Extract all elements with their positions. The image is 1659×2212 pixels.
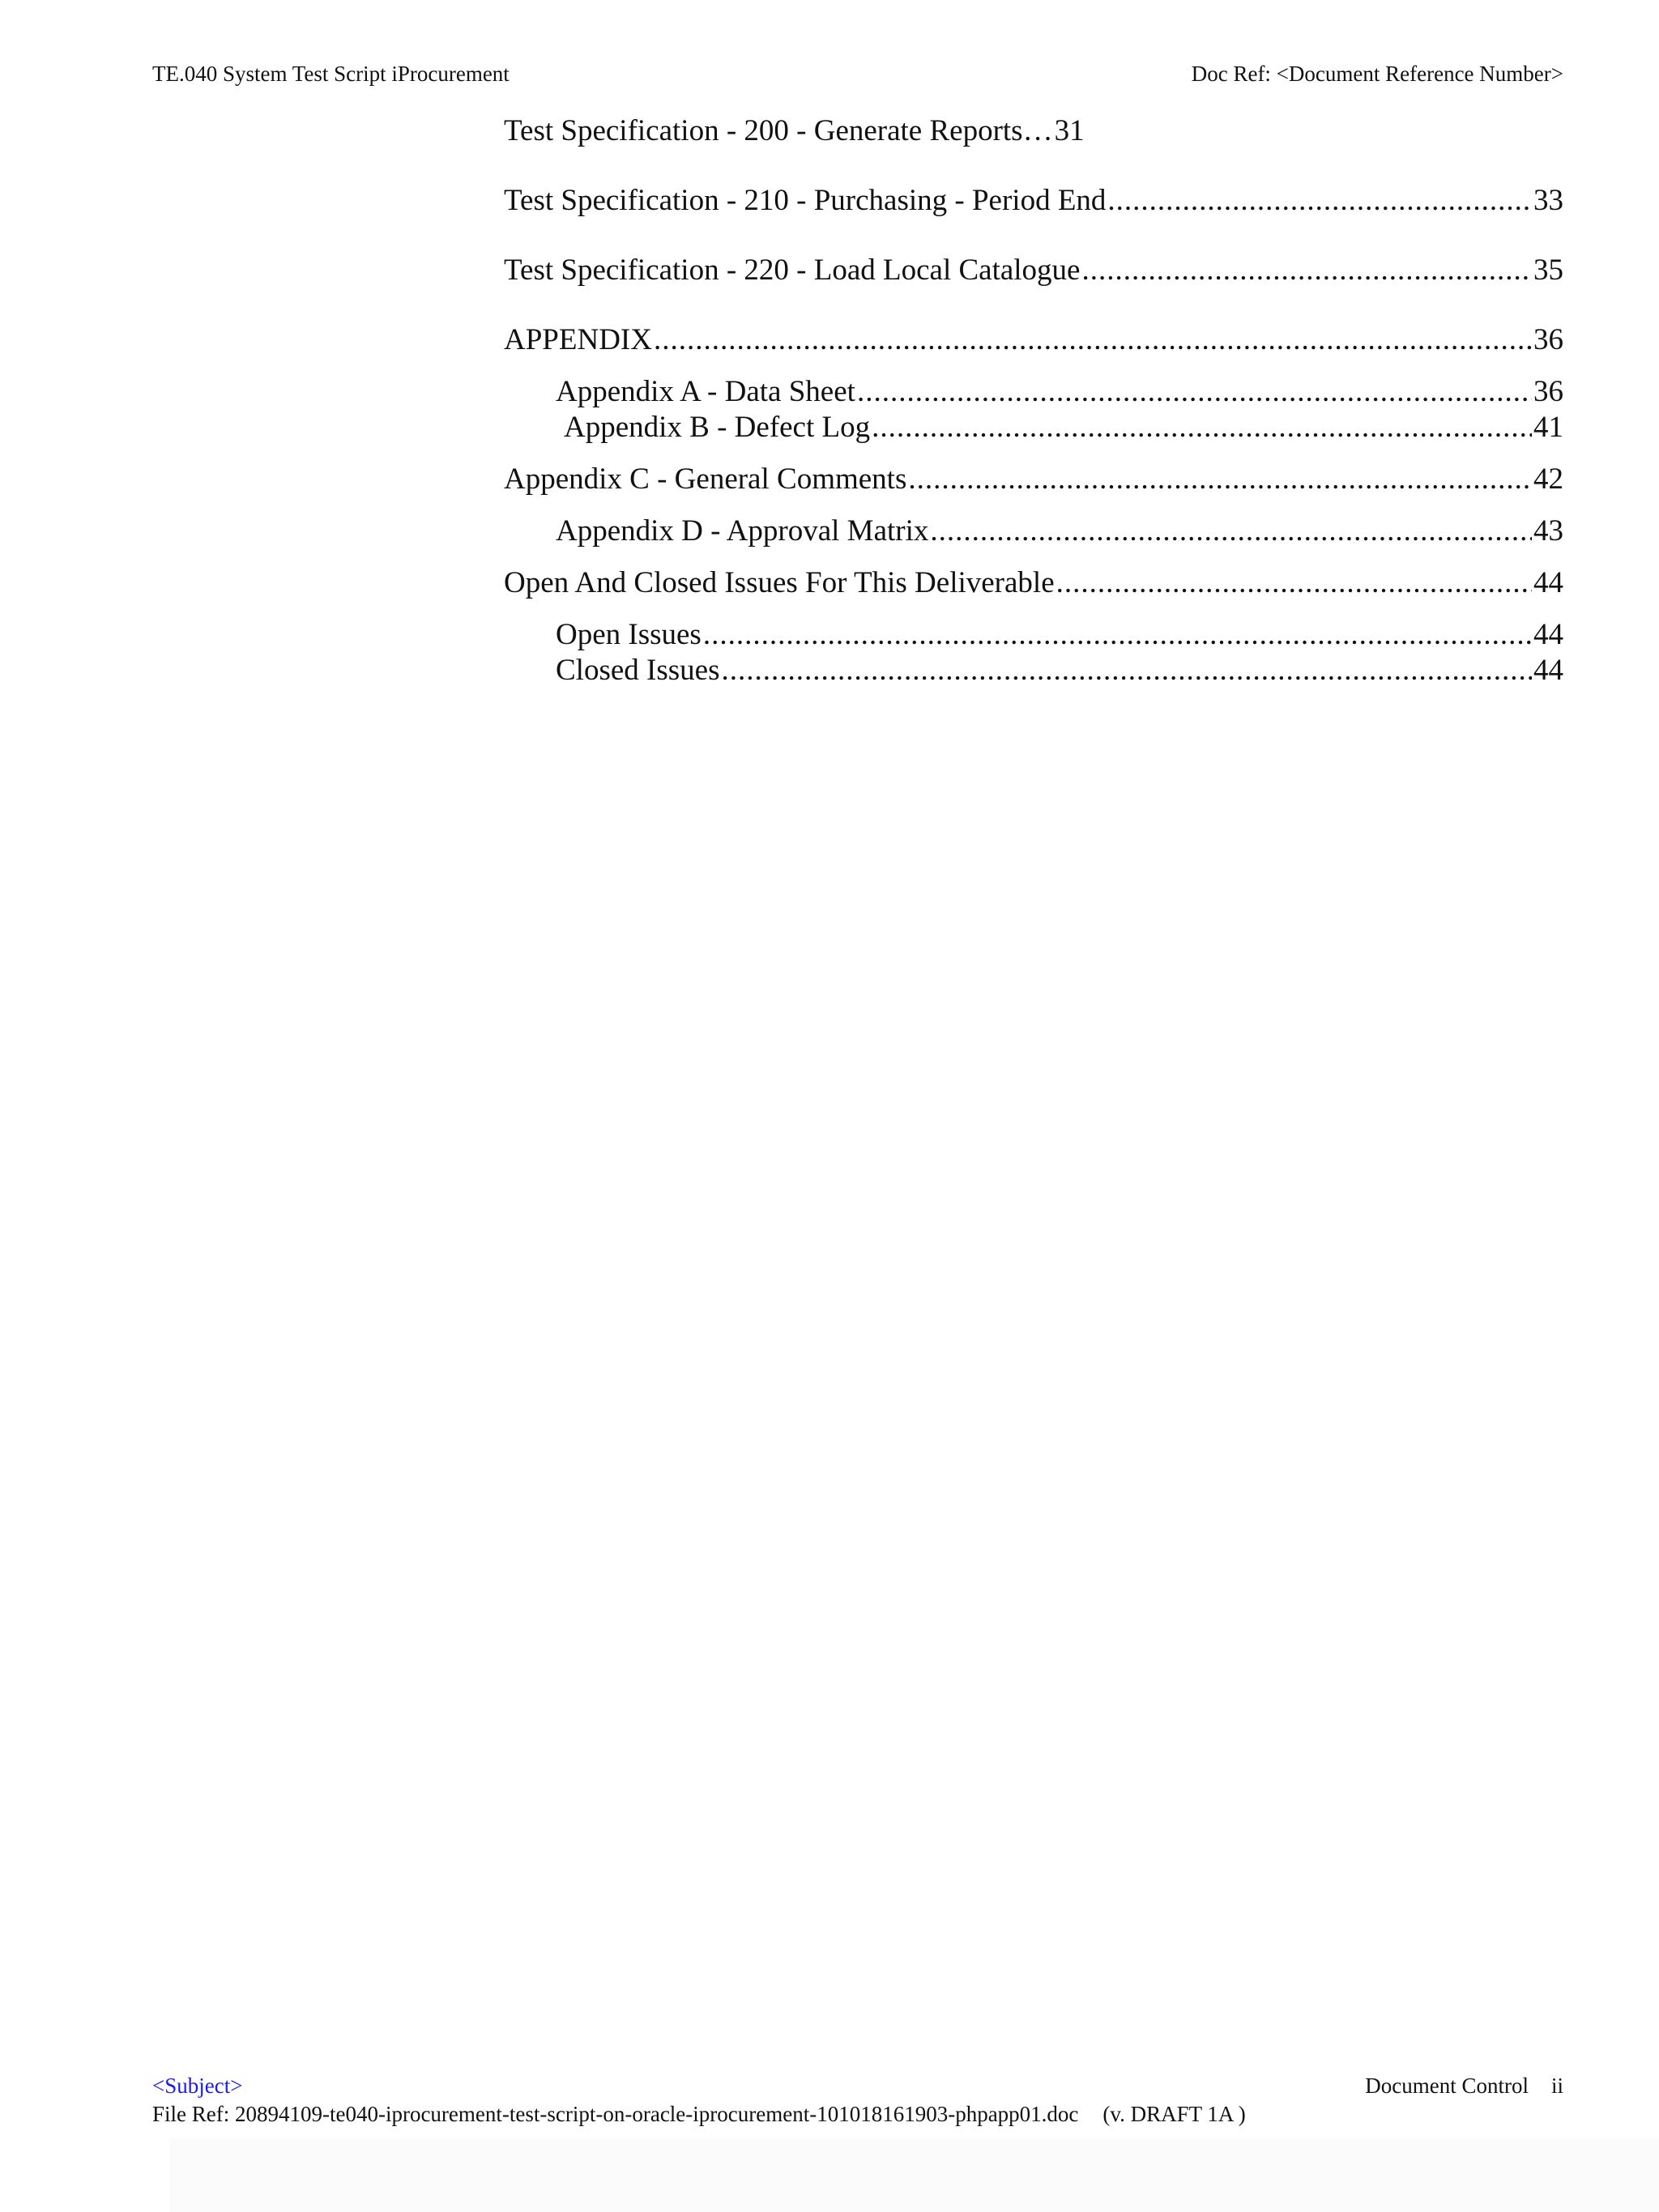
toc-entry-title: Appendix B - Defect Log: [564, 411, 871, 444]
toc-entry-page: 31: [1054, 114, 1085, 147]
toc-entry-page: 44: [1533, 654, 1563, 687]
toc-entry-appendix-c[interactable]: [504, 462, 1563, 497]
toc-dot-leader: [857, 374, 1532, 410]
toc-entry-title: APPENDIX: [504, 323, 652, 356]
toc-entry-title: Test Specification - 220 - Load Local Catalogue: [504, 254, 1081, 287]
toc-dot-leader: [1056, 565, 1532, 601]
toc-entry-page: 44: [1533, 566, 1563, 599]
toc-entry-title: Appendix C - General Comments: [504, 462, 907, 496]
toc-entry-leader: …: [1022, 114, 1053, 147]
header-doc-ref: Doc Ref: <Document Reference Number>: [1191, 62, 1563, 86]
toc-entry-title: Appendix A - Data Sheet: [556, 375, 855, 408]
toc-dot-leader: [930, 514, 1532, 549]
toc-entry-appendix-d[interactable]: [556, 514, 1563, 549]
toc-entry-page: 36: [1533, 323, 1563, 356]
footer-version: (v. DRAFT 1A ): [1102, 2102, 1246, 2126]
footer-section-label: Document Control: [1365, 2073, 1529, 2098]
toc-entry-page: 36: [1533, 375, 1563, 408]
toc-dot-leader: [1081, 253, 1532, 288]
footer-section-page: [1215, 2073, 1563, 2099]
toc-entry-page: 42: [1533, 462, 1563, 496]
footer-page-number: ii: [1550, 2073, 1563, 2098]
toc-dot-leader: [721, 653, 1532, 688]
footer-file-reference: [152, 2102, 1246, 2127]
toc-entry-title: Test Specification - 200 - Generate Reports: [504, 114, 1023, 147]
toc-entry-open-closed-issues[interactable]: [504, 565, 1563, 601]
toc-entry-page: 35: [1533, 254, 1563, 287]
toc-entry-test-spec-220[interactable]: [504, 253, 1563, 288]
toc-dot-leader: [908, 462, 1532, 497]
toc-entry-test-spec-200[interactable]: [504, 113, 1085, 149]
toc-dot-leader: [1107, 183, 1532, 219]
toc-entry-page: 33: [1533, 184, 1563, 217]
toc-entry-page: 41: [1533, 411, 1563, 444]
toc-entry-title: Open And Closed Issues For This Deliverable: [504, 566, 1055, 599]
toc-entry-title: Open Issues: [556, 618, 702, 651]
toc-entry-test-spec-210[interactable]: [504, 183, 1563, 219]
toc-entry-title: Test Specification - 210 - Purchasing - Period End: [504, 184, 1107, 217]
toc-entry-closed-issues[interactable]: [556, 653, 1563, 688]
toc-dot-leader: [654, 322, 1532, 358]
header-document-title: TE.040 System Test Script iProcurement: [152, 62, 510, 86]
toc-entry-appendix[interactable]: [504, 322, 1563, 358]
toc-entry-title: Appendix D - Approval Matrix: [556, 514, 929, 548]
toc-entry-title: Closed Issues: [556, 654, 720, 687]
toc-entry-appendix-b[interactable]: [564, 410, 1563, 445]
toc-entry-page: 43: [1533, 514, 1563, 548]
toc-dot-leader: [703, 617, 1532, 653]
toc-entry-page: 44: [1533, 618, 1563, 651]
toc-entry-appendix-a[interactable]: [556, 374, 1563, 410]
footer-file-ref-text: File Ref: 20894109-te040-iprocurement-test-script-on-oracle-iprocurement-101018161903-phpapp01.doc: [152, 2102, 1079, 2126]
toc-dot-leader: [872, 410, 1532, 445]
footer-background-strip: [170, 2138, 1659, 2212]
footer-subject-field: <Subject>: [152, 2073, 243, 2098]
toc-entry-open-issues[interactable]: [556, 617, 1563, 653]
